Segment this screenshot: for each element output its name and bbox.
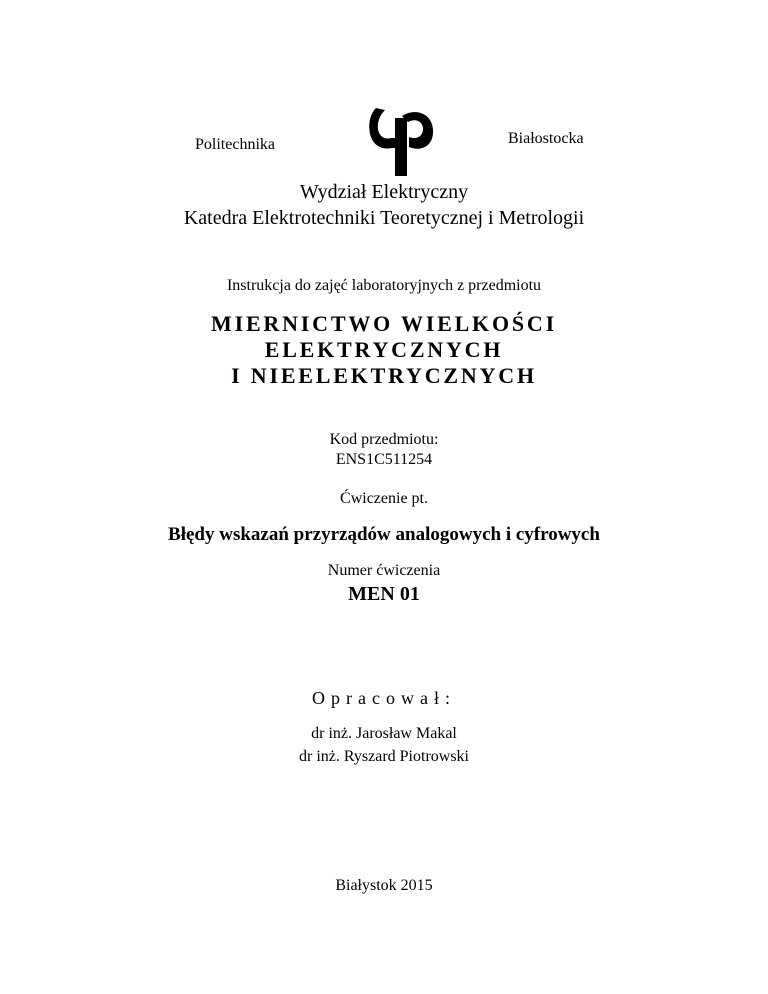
subject-title-line-3: I NIEELEKTRYCZNYCH xyxy=(231,363,537,388)
exercise-number-label: Numer ćwiczenia xyxy=(327,562,441,579)
exercise-title: Błędy wskazań przyrządów analogowych i cyfrowych xyxy=(168,524,600,545)
pb-logo-icon xyxy=(366,104,436,176)
subject-title xyxy=(0,311,768,389)
exercise-label: Ćwiczenie pt. xyxy=(340,490,428,507)
university-name-right: Białostocka xyxy=(508,130,584,147)
prepared-by-label: Opracował: xyxy=(312,688,456,708)
subject-title-line-1: MIERNICTWO WIELKOŚCI xyxy=(211,311,557,336)
author-name: dr inż. Ryszard Piotrowski xyxy=(298,748,469,765)
instruction-subtitle: Instrukcja do zajęć laboratoryjnych z przedmiotu xyxy=(226,277,542,294)
author-name: dr inż. Jarosław Makal xyxy=(311,725,457,742)
subject-code-value: ENS1C511254 xyxy=(335,451,433,468)
place-and-year: Białystok 2015 xyxy=(335,877,433,894)
subject-code-label: Kod przedmiotu: xyxy=(329,431,439,448)
department-name: Katedra Elektrotechniki Teoretycznej i Metrologii xyxy=(183,207,585,229)
exercise-number: MEN 01 xyxy=(348,583,420,605)
university-name-left: Politechnika xyxy=(195,136,275,153)
subject-title-line-2: ELEKTRYCZNYCH xyxy=(264,337,504,362)
faculty-name: Wydział Elektryczny xyxy=(299,181,469,203)
